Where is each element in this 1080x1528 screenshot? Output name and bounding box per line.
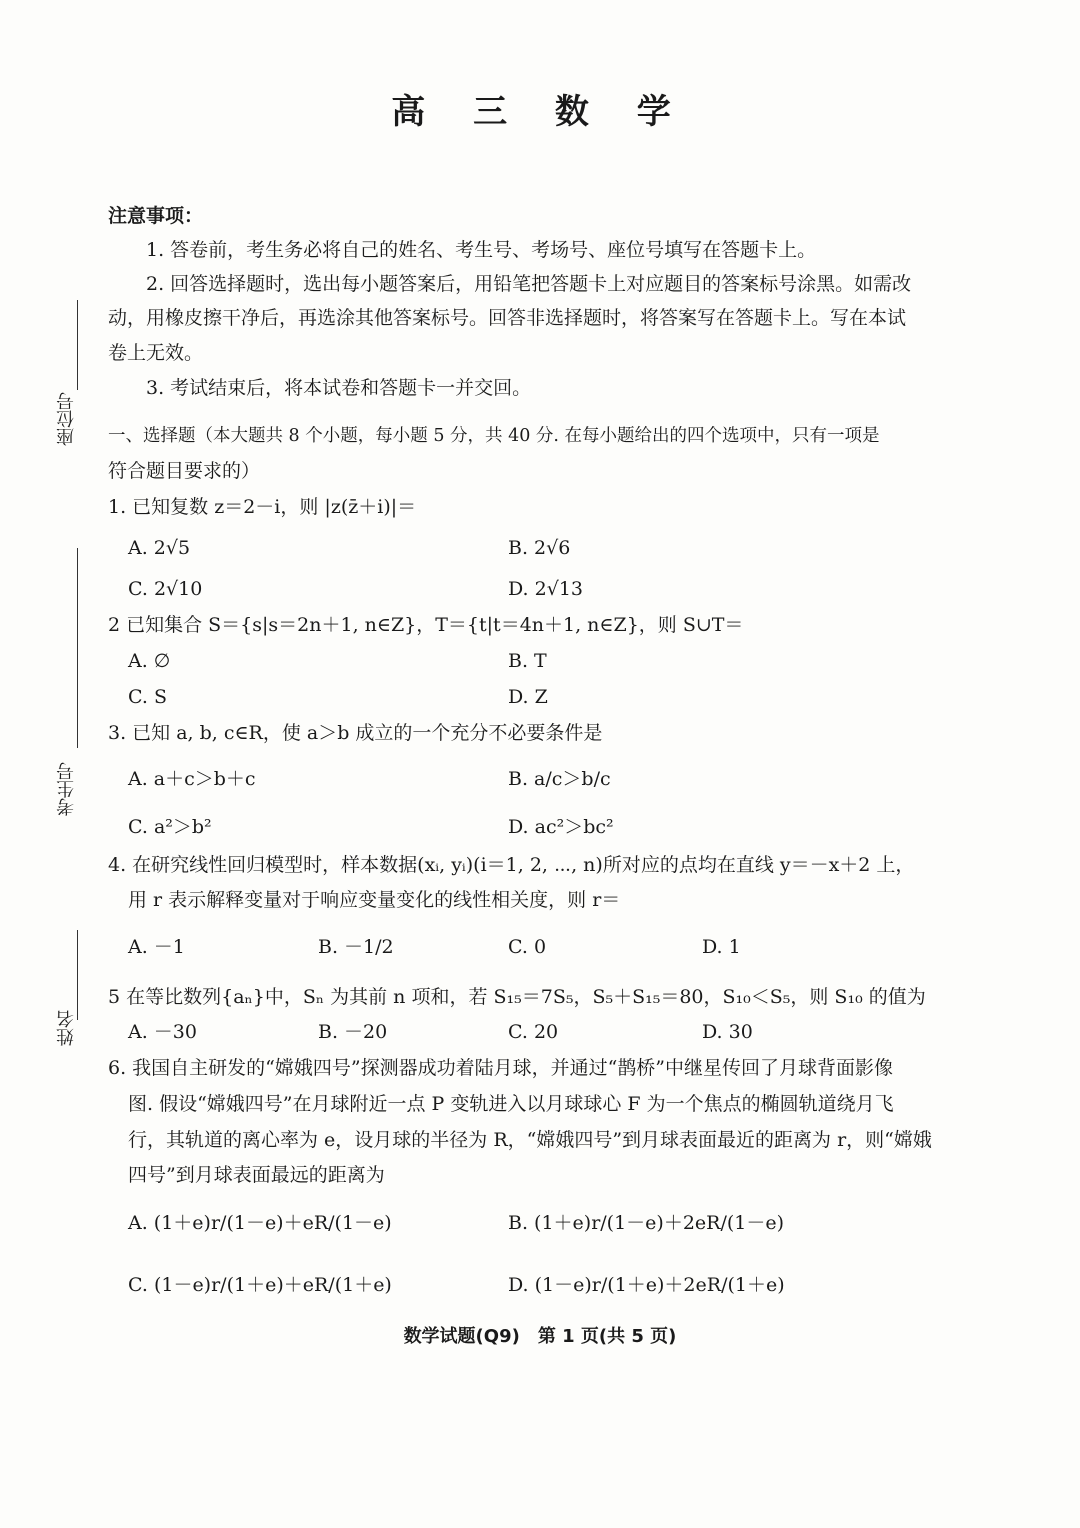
q2-option-d: D. Z: [508, 686, 548, 708]
q6-option-b: B. (1＋e)r/(1－e)＋2eR/(1－e): [508, 1212, 785, 1234]
examno-label: 考生号: [56, 762, 77, 816]
q6-option-d: D. (1－e)r/(1＋e)＋2eR/(1＋e): [508, 1274, 785, 1296]
q6-option-c: C. (1－e)r/(1＋e)＋eR/(1＋e): [128, 1274, 392, 1296]
q1-option-c: C. 2√10: [128, 578, 203, 600]
seat-line: [77, 300, 78, 390]
q1-option-a: A. 2√5: [128, 537, 191, 559]
q2-stem: 2 已知集合 S＝{s|s＝2n＋1, n∈Z}，T＝{t|t＝4n＋1, n∈Z}，则 S∪T＝: [108, 614, 744, 636]
q5-option-b: B. －20: [318, 1021, 388, 1043]
name-line: [77, 930, 78, 1020]
q4-option-c: C. 0: [508, 936, 547, 958]
q6-stem-2: 图. 假设“嫦娥四号”在月球附近一点 P 变轨进入以月球球心 F 为一个焦点的椭圆轨道绕月飞: [128, 1093, 894, 1115]
q3-option-c: C. a²＞b²: [128, 816, 212, 838]
q4-option-b: B. －1/2: [318, 936, 394, 958]
page-footer: 数学试题(Q9) 第 1 页(共 5 页): [403, 1326, 677, 1347]
note-1: 1. 答卷前，考生务必将自己的姓名、考生号、考场号、座位号填写在答题卡上。: [146, 239, 817, 261]
examno-line: [77, 548, 78, 748]
q5-option-a: A. －30: [128, 1021, 197, 1043]
note-2c: 卷上无效。: [108, 342, 204, 364]
q6-stem-3: 行，其轨道的离心率为 e，设月球的半径为 R，“嫦娥四号”到月球表面最近的距离为 r，则“嫦娥: [128, 1129, 932, 1151]
note-3: 3. 考试结束后，将本试卷和答题卡一并交回。: [146, 377, 532, 399]
q1-option-b: B. 2√6: [508, 537, 571, 559]
q4-option-d: D. 1: [702, 936, 741, 958]
note-2b: 动，用橡皮擦干净后，再选涂其他答案标号。回答非选择题时，将答案写在答题卡上。写在本试: [108, 307, 907, 329]
q6-option-a: A. (1＋e)r/(1－e)＋eR/(1－e): [128, 1212, 392, 1234]
q4-stem-1: 4. 在研究线性回归模型时，样本数据(xᵢ, yᵢ)(i＝1, 2, ⋯, n)所对应的点均在直线 y＝－x＋2 上，: [108, 854, 915, 876]
q5-option-c: C. 20: [508, 1021, 559, 1043]
q2-option-b: B. T: [508, 650, 547, 672]
q3-stem: 3. 已知 a, b, c∈R，使 a＞b 成立的一个充分不必要条件是: [108, 722, 603, 744]
notes-heading: 注意事项：: [108, 205, 204, 227]
q5-option-d: D. 30: [702, 1021, 753, 1043]
note-2a: 2. 回答选择题时，选出每小题答案后，用铅笔把答题卡上对应题目的答案标号涂黑。如需改: [146, 273, 912, 295]
q1-option-d: D. 2√13: [508, 578, 584, 600]
q3-option-a: A. a＋c＞b＋c: [128, 768, 256, 790]
name-label: 姓名: [56, 1010, 77, 1046]
page-title: 高 三 数 学: [391, 92, 689, 132]
q3-option-d: D. ac²＞bc²: [508, 816, 614, 838]
section1-line1: 一、选择题（本大题共 8 个小题，每小题 5 分，共 40 分. 在每小题给出的四个选项中，只有一项是: [108, 426, 880, 446]
q5-stem: 5 在等比数列{aₙ}中，Sₙ 为其前 n 项和，若 S₁₅＝7S₅，S₅＋S₁₅＝80，S₁₀＜S₅，则 S₁₀ 的值为: [108, 986, 926, 1008]
q6-stem-1: 6. 我国自主研发的“嫦娥四号”探测器成功着陆月球，并通过“鹊桥”中继星传回了月球背面影像: [108, 1057, 894, 1079]
q4-option-a: A. －1: [128, 936, 185, 958]
seat-label: 座位号: [56, 392, 77, 446]
q3-option-b: B. a/c＞b/c: [508, 768, 611, 790]
section1-line2: 符合题目要求的）: [108, 460, 261, 482]
q2-option-a: A. ∅: [128, 650, 171, 672]
q2-option-c: C. S: [128, 686, 167, 708]
q6-stem-4: 四号”到月球表面最远的距离为: [128, 1164, 385, 1186]
q4-stem-2: 用 r 表示解释变量对于响应变量变化的线性相关度，则 r＝: [128, 889, 621, 911]
q1-stem: 1. 已知复数 z＝2－i，则 |z(z̄＋i)|＝: [108, 496, 417, 518]
